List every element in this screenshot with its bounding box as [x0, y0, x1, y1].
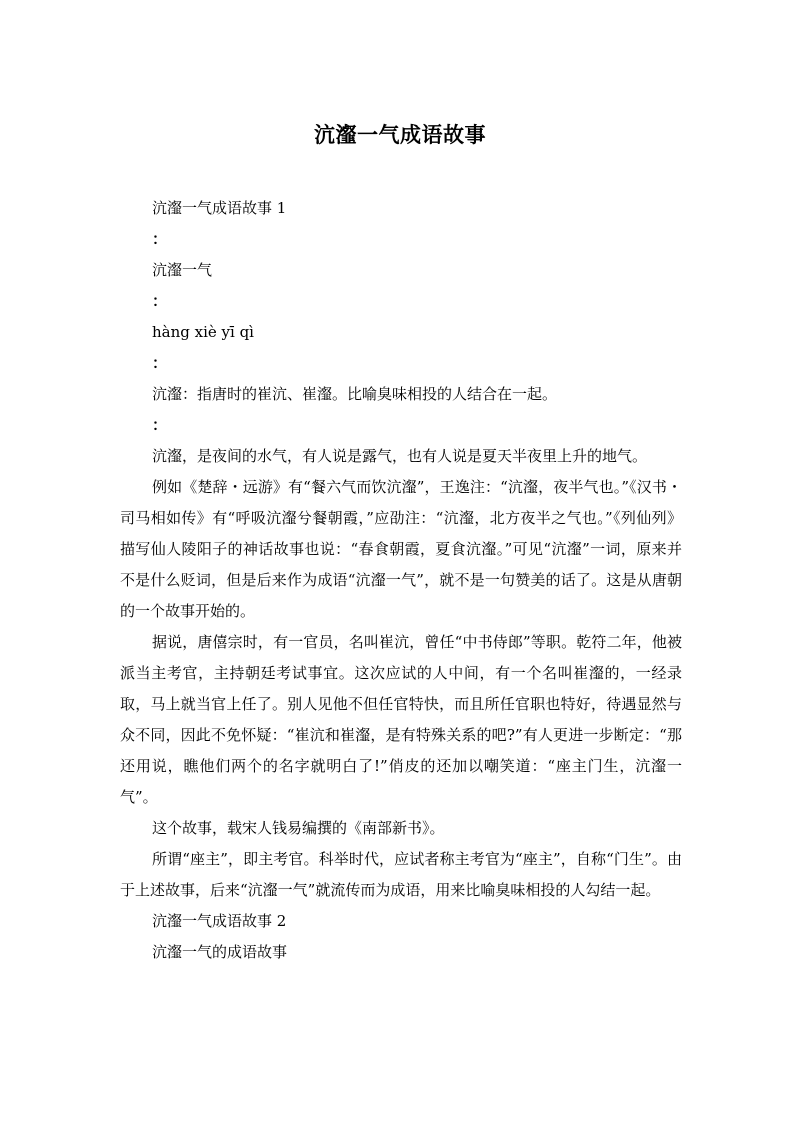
story-paragraph: 这个故事，载宋人钱易编撰的《南部新书》。 [152, 819, 445, 837]
document-title: 沆瀣一气成语故事 [314, 123, 486, 147]
section-subheading: 沆瀣一气的成语故事 [152, 943, 288, 961]
story-paragraph: 例如《楚辞・远游》有“餐六气而饮沆瀣”，王逸注：“沆瀣，夜半气也。”《汉书・司马相如传》有“呼吸沆瀣兮餐朝霞，”应劭注：“沆瀣，北方夜半之气也。”《列仙列》描写仙人陵阳子的神话故事也说：“春食朝霞，夏食沆瀣。”可见“沆瀣”一词，原来并不是什么贬词，但是后来作为成语“沆瀣一气”，就不是一句赞美的话了。这是从唐朝的一个故事开始的。 [120, 478, 682, 620]
colon-separator: ： [152, 292, 168, 310]
document-body [120, 193, 682, 968]
colon-separator: ： [152, 416, 168, 434]
definition-paragraph: 沆瀣：指唐时的崔沆、崔瀣。比喻臭味相投的人结合在一起。 [152, 385, 558, 403]
pinyin: hàng xiè yī qì [152, 323, 254, 341]
story-paragraph: 据说，唐僖宗时，有一官员，名叫崔沆，曾任“中书侍郎”等职。乾符二年，他被派当主考官，主持朝廷考试事宜。这次应试的人中间，有一个名叫崔瀣的，一经录取，马上就当官上任了。别人见他不但任官特快，而且所任官职也特好，待遇显然与众不同，因此不免怀疑：“崔沆和崔瀣，是有特殊关系的吧?”有人更进一步断定：“那还用说，瞧他们两个的名字就明白了!”俏皮的还加以嘲笑道：“座主门生，沆瀣一气”。 [120, 633, 682, 806]
colon-separator: ： [152, 230, 168, 248]
story-paragraph: 所谓“座主”，即主考官。科举时代，应试者称主考官为“座主”，自称“门生”。由于上述故事，后来“沆瀣一气”就流传而为成语，用来比喻臭味相投的人勾结一起。 [120, 850, 682, 899]
idiom-name: 沆瀣一气 [152, 261, 213, 279]
section-heading: 沆瀣一气成语故事 1 [152, 199, 287, 217]
story-paragraph: 沆瀣，是夜间的水气，有人说是露气，也有人说是夏天半夜里上升的地气。 [152, 447, 648, 465]
section-heading: 沆瀣一气成语故事 2 [152, 912, 287, 930]
colon-separator: ： [152, 354, 168, 372]
